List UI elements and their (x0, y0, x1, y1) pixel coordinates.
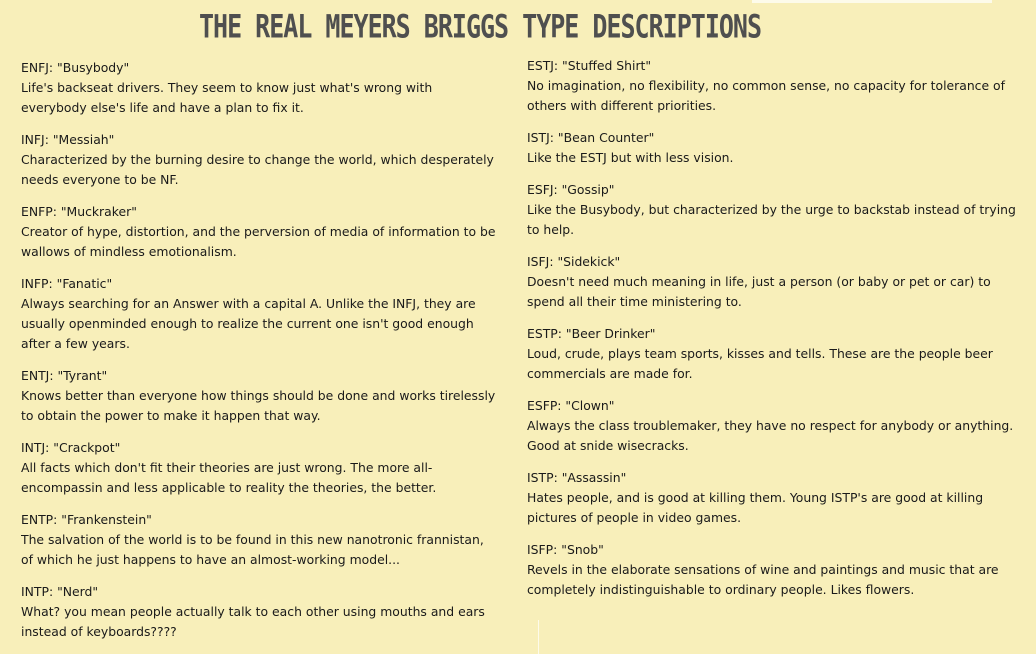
left-column (21, 58, 497, 654)
type-code: ENFP (21, 204, 53, 219)
type-heading: ESFP: "Clown" (527, 398, 615, 413)
type-description: No imagination, no flexibility, no common sense, no capacity for tolerance of others with different priorities. (527, 78, 1006, 113)
type-entry-infp (21, 274, 497, 354)
type-code: ISTP (527, 470, 554, 485)
type-heading: ISTP: "Assassin" (527, 470, 627, 485)
type-entry-estj (527, 56, 1022, 116)
type-nickname: "Crackpot" (53, 440, 121, 455)
type-nickname: "Frankenstein" (61, 512, 152, 527)
type-nickname: "Clown" (565, 398, 615, 413)
type-heading: INFJ: "Messiah" (21, 132, 115, 147)
type-entry-enfp (21, 202, 497, 262)
type-entry-enfj (21, 58, 497, 118)
type-code: INTP (21, 584, 49, 599)
type-description: The salvation of the world is to be found in this new nanotronic frannistan, of which he just happens to have an almost-working model... (21, 532, 484, 567)
type-heading: ISTJ: "Bean Counter" (527, 130, 655, 145)
type-heading: ISFP: "Snob" (527, 542, 604, 557)
type-nickname: "Assassin" (561, 470, 627, 485)
type-entry-entp (21, 510, 497, 570)
type-code: ESTP (527, 326, 558, 341)
type-heading: ENFJ: "Busybody" (21, 60, 130, 75)
type-code: ENFJ (21, 60, 49, 75)
type-entry-istp (527, 468, 1022, 528)
type-description: Like the Busybody, but characterized by the urge to backstab instead of trying to help. (527, 202, 1016, 237)
type-nickname: "Muckraker" (60, 204, 137, 219)
type-entry-estp (527, 324, 1022, 384)
type-heading: ESFJ: "Gossip" (527, 182, 615, 197)
type-code: ISFP (527, 542, 554, 557)
type-nickname: "Stuffed Shirt" (562, 58, 652, 73)
page-title: THE REAL MEYERS BRIGGS TYPE DESCRIPTIONS (198, 8, 762, 46)
type-heading: INFP: "Fanatic" (21, 276, 113, 291)
column-divider-mark (538, 620, 539, 654)
type-entry-esfp (527, 396, 1022, 456)
type-description: Revels in the elaborate sensations of wine and paintings and music that are completely indistinguishable to ordinary people. Likes flowers. (527, 562, 999, 597)
type-description: Like the ESTJ but with less vision. (527, 150, 734, 165)
type-entry-istj (527, 128, 1022, 168)
type-heading: INTJ: "Crackpot" (21, 440, 121, 455)
top-edge-strip (752, 0, 992, 3)
type-nickname: "Sidekick" (557, 254, 621, 269)
type-description: Hates people, and is good at killing them. Young ISTP's are good at killing pictures of people in video games. (527, 490, 984, 525)
type-code: ESFJ (527, 182, 554, 197)
type-code: INTJ (21, 440, 46, 455)
type-nickname: "Beer Drinker" (565, 326, 656, 341)
type-heading: ISFJ: "Sidekick" (527, 254, 621, 269)
type-heading: ENTP: "Frankenstein" (21, 512, 152, 527)
right-column (527, 56, 1022, 612)
type-heading: ENTJ: "Tyrant" (21, 368, 108, 383)
type-nickname: "Gossip" (561, 182, 615, 197)
type-description: Creator of hype, distortion, and the perversion of media of information to be wallows of mindless emotionalism. (21, 224, 496, 259)
type-description: Always searching for an Answer with a capital A. Unlike the INFJ, they are usually openminded enough to realize the current one isn't good enough after a few years. (21, 296, 476, 351)
type-nickname: "Busybody" (57, 60, 130, 75)
type-heading: ENFP: "Muckraker" (21, 204, 137, 219)
type-code: INFJ (21, 132, 45, 147)
type-nickname: "Bean Counter" (557, 130, 655, 145)
type-entry-intj (21, 438, 497, 498)
type-entry-intp (21, 582, 497, 642)
type-heading: ESTJ: "Stuffed Shirt" (527, 58, 652, 73)
type-entry-infj (21, 130, 497, 190)
type-entry-esfj (527, 180, 1022, 240)
type-heading: ESTP: "Beer Drinker" (527, 326, 656, 341)
type-heading: INTP: "Nerd" (21, 584, 99, 599)
type-description: Life's backseat drivers. They seem to know just what's wrong with everybody else's life and have a plan to fix it. (21, 80, 433, 115)
type-code: ISFJ (527, 254, 550, 269)
type-entry-isfj (527, 252, 1022, 312)
type-nickname: "Tyrant" (57, 368, 108, 383)
type-code: ENTJ (21, 368, 50, 383)
type-description: All facts which don't fit their theories are just wrong. The more all-encompassin and less applicable to reality the theories, the better. (21, 460, 437, 495)
type-nickname: "Nerd" (57, 584, 99, 599)
type-description: Knows better than everyone how things should be done and works tirelessly to obtain the power to make it happen that way. (21, 388, 496, 423)
type-description: Always the class troublemaker, they have no respect for anybody or anything. Good at snide wisecracks. (527, 418, 1014, 453)
type-code: ESTJ (527, 58, 554, 73)
type-nickname: "Messiah" (52, 132, 115, 147)
type-description: Characterized by the burning desire to change the world, which desperately needs everyone to be NF. (21, 152, 494, 187)
type-nickname: "Snob" (561, 542, 604, 557)
type-code: ENTP (21, 512, 54, 527)
type-nickname: "Fanatic" (56, 276, 113, 291)
type-code: INFP (21, 276, 49, 291)
type-code: ISTJ (527, 130, 550, 145)
type-description: Doesn't need much meaning in life, just a person (or baby or pet or car) to spend all their time ministering to. (527, 274, 991, 309)
type-description: Loud, crude, plays team sports, kisses and tells. These are the people beer commercials are made for. (527, 346, 993, 381)
type-description: What? you mean people actually talk to each other using mouths and ears instead of keyboards???? (21, 604, 485, 639)
type-entry-isfp (527, 540, 1022, 600)
type-entry-entj (21, 366, 497, 426)
type-code: ESFP (527, 398, 558, 413)
